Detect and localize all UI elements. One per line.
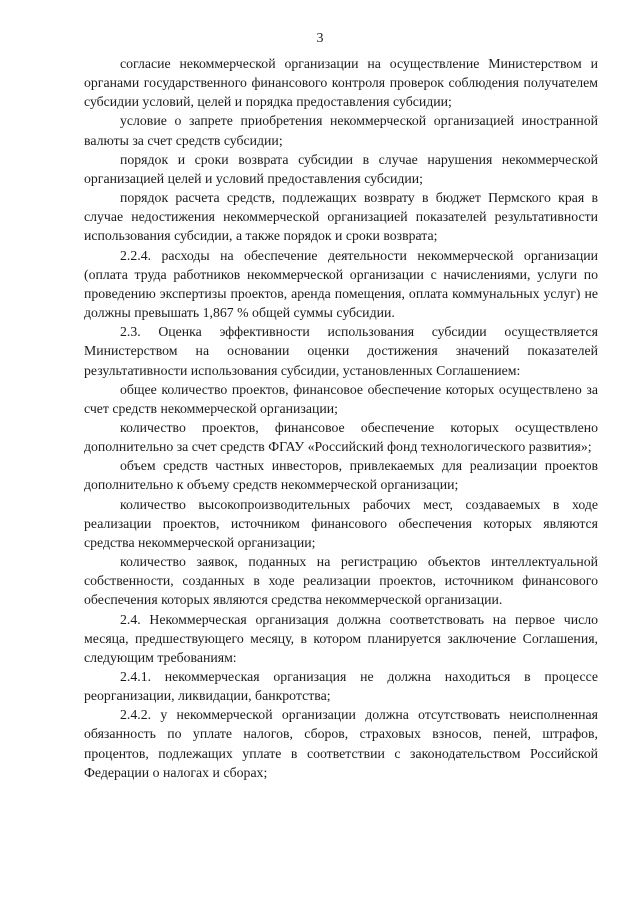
paragraph-refund-calculation: порядок расчета средств, подлежащих возврату в бюджет Пермского края в случае недостижения некоммерческой организацией показателей результативности использования субсидии, а также порядок и сроки возврата; xyxy=(84,190,598,244)
paragraph-2-4-1: 2.4.1. некоммерческая организация не должна находиться в процессе реорганизации, ликвидации, банкротства; xyxy=(84,669,598,704)
paragraph-2-4: 2.4. Некоммерческая организация должна соответствовать на первое число месяца, предшествующего месяцу, в котором планируется заключение Соглашения, следующим требованиям: xyxy=(84,611,598,665)
page-number: 3 xyxy=(316,31,324,46)
paragraph-indicator-projects-count: общее количество проектов, финансовое обеспечение которых осуществлено за счет средств некоммерческой организации; xyxy=(84,381,598,416)
paragraph-indicator-additional-funding: количество проектов, финансовое обеспечение которых осуществлено дополнительно за счет средств ФГАУ «Российский фонд технологического развития»; xyxy=(84,419,598,455)
document-body xyxy=(84,54,598,782)
paragraph-2-4-2: 2.4.2. у некоммерческой организации должна отсутствовать неисполненная обязанность по уплате налогов, сборов, страховых взносов, пеней, штрафов, процентов, подлежащих уплате в соответствии с законодательством Российской Федерации о налогах и сборах; xyxy=(84,707,598,780)
paragraph-2-2-4: 2.2.4. расходы на обеспечение деятельности некоммерческой организации (оплата труда работников некоммерческой организации с начислениями, услуги по проведению экспертизы проектов, аренда помещения, оплата коммунальных услуг) не должны превышать 1,867 % общей суммы субсидии. xyxy=(84,247,598,321)
paragraph-indicator-private-investment: объем средств частных инвесторов, привлекаемых для реализации проектов дополнительно к объему средств некоммерческой организации; xyxy=(84,458,598,493)
paragraph-consent-to-inspections: согласие некоммерческой организации на осуществление Министерством и органами государственного финансового контроля проверок соблюдения получателем субсидии условий, целей и порядка предоставления субсидии; xyxy=(84,56,598,110)
paragraph-2-3: 2.3. Оценка эффективности использования субсидии осуществляется Министерством на основании оценки достижения значений показателей результативности использования субсидии, установленных Соглашением: xyxy=(84,324,598,378)
paragraph-indicator-jobs: количество высокопроизводительных рабочих мест, создаваемых в ходе реализации проектов, источником финансового обеспечения которых являются средства некоммерческой организации; xyxy=(84,496,598,550)
paragraph-indicator-ip-applications: количество заявок, поданных на регистрацию объектов интеллектуальной собственности, созданных в ходе реализации проектов, источником финансового обеспечения которых являются средства некоммерческой организации. xyxy=(84,554,598,608)
paragraph-refund-procedure: порядок и сроки возврата субсидии в случае нарушения некоммерческой организацией целей и условий предоставления субсидии; xyxy=(84,151,598,186)
paragraph-foreign-currency-ban: условие о запрете приобретения некоммерческой организацией иностранной валюты за счет средств субсидии; xyxy=(84,113,598,148)
